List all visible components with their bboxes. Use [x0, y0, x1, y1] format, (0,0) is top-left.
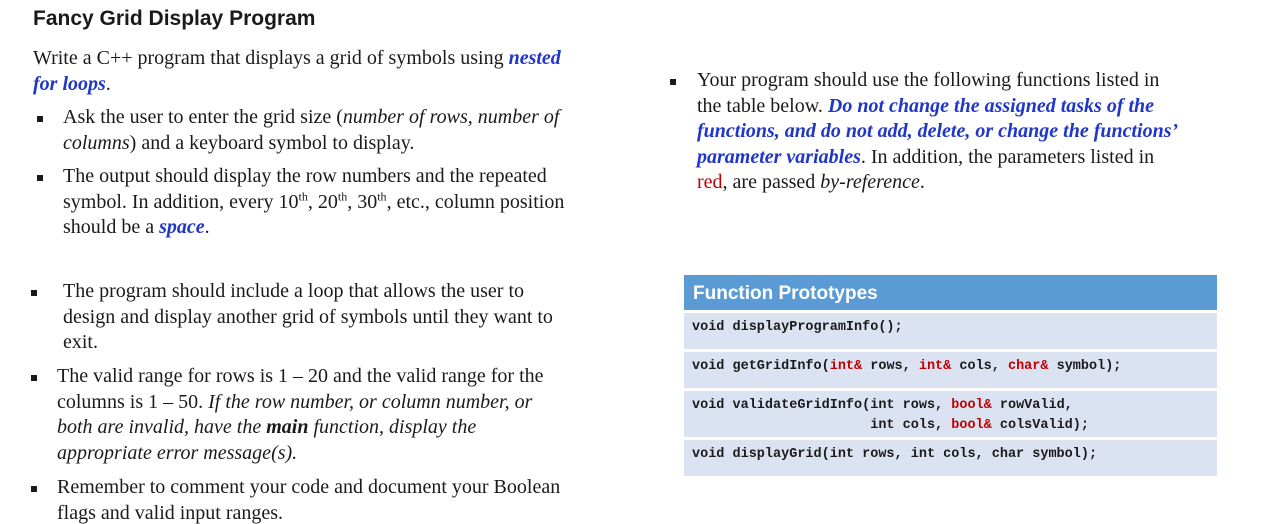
bullet-output: The output should display the row numbers and the repeated symbol. In addition, every 10th, 20th, 30th, etc., column position should be a space.: [63, 165, 565, 238]
intro-emphasis-nested: nested: [508, 47, 561, 69]
intro-paragraph: Write a C++ program that displays a grid of symbols using nested for loops.: [33, 47, 561, 95]
intro-emphasis-for-loops: for loops: [33, 72, 106, 95]
table-row: void getGridInfo(int& rows, int& cols, char& symbol);: [684, 349, 1217, 388]
table-header: Function Prototypes: [684, 275, 1217, 310]
bullet-remember: Remember to comment your code and document your Boolean flags and valid input ranges.: [57, 476, 561, 524]
bullet-valid-range: The valid range for rows is 1 – 20 and the valid range for the columns is 1 – 50. If the row number, or column number, or both are invalid, have the main function, display the appropriate error message(s).: [57, 365, 544, 464]
bullet-marker: [670, 79, 676, 85]
bullet-loop: The program should include a loop that allows the user to design and display another grid of symbols until they want to exit.: [63, 280, 553, 353]
bullet-ask-user: Ask the user to enter the grid size (number of rows, number of columns) and a keyboard symbol to display.: [63, 106, 560, 154]
table-row: void displayGrid(int rows, int cols, char symbol);: [684, 437, 1217, 476]
table-row: void displayProgramInfo();: [684, 310, 1217, 349]
bullet-marker: [37, 116, 43, 122]
function-prototypes-table: [684, 275, 1217, 476]
table-row: void validateGridInfo(int rows, bool& rowValid, int cols, bool& colsValid);: [684, 388, 1217, 437]
bullet-marker: [37, 175, 43, 181]
emphasis-space: space: [159, 216, 205, 238]
page-title: Fancy Grid Display Program: [33, 7, 316, 30]
bullet-marker: [31, 375, 37, 381]
bullet-functions: Your program should use the following functions listed in the table below. Do not change the assigned tasks of the functions, and do not add, delete, or change the functions’ parameter variables. In addition, the parameters listed in red, are passed by-reference.: [697, 69, 1179, 193]
intro-text: Write a C++ program that displays a grid of symbols using: [33, 47, 509, 69]
bullet-marker: [31, 486, 37, 492]
bullet-marker: [31, 290, 37, 296]
